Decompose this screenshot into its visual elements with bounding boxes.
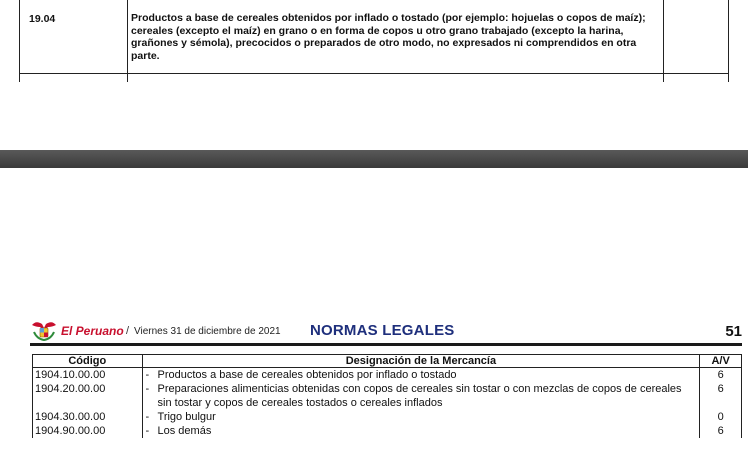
merchandise-table <box>32 354 742 438</box>
row-av: 0 <box>700 410 742 424</box>
row-av: 6 <box>700 424 742 438</box>
tariff-heading-table <box>19 0 729 82</box>
row-dash: - <box>145 383 150 395</box>
newspaper-brand: El Peruano <box>61 324 124 338</box>
header-separator: / <box>126 325 130 337</box>
header-rule <box>30 343 742 346</box>
page-number: 51 <box>725 323 742 340</box>
row-dash: - <box>145 425 150 437</box>
row-av: 6 <box>700 382 742 410</box>
row-code: 1904.20.00.00 <box>33 382 143 410</box>
page-header <box>30 319 742 343</box>
table-row <box>33 368 742 383</box>
section-title: NORMAS LEGALES <box>310 322 455 339</box>
row-description: Los demás <box>157 425 212 437</box>
row-description-cell <box>142 368 700 383</box>
column-header-description: Designación de la Mercancía <box>142 355 700 368</box>
row-dash: - <box>145 411 150 423</box>
heading-description: Productos a base de cereales obtenidos por inflado o tostado (por ejemplo: hojuelas o copos de maíz); cereales (excepto el maíz) en grano o en forma de copos u otro grano trabajado (excepto la harina, grañones y sémola), precocidos o preparados de otro modo, no expresados ni comprendidos en otra parte. <box>131 12 646 62</box>
table-row <box>33 410 742 424</box>
table-row-divider <box>19 73 729 74</box>
table-border-left <box>19 0 20 82</box>
table-header-row <box>33 355 742 368</box>
coat-of-arms-icon <box>30 319 58 341</box>
heading-code: 19.04 <box>29 13 56 25</box>
publication-date: Viernes 31 de diciembre de 2021 <box>134 326 281 337</box>
page-separator <box>0 150 748 168</box>
row-description: Productos a base de cereales obtenidos por inflado o tostado <box>157 369 457 381</box>
table-column-divider <box>663 0 664 82</box>
table-border-right <box>728 0 729 82</box>
row-code: 1904.10.00.00 <box>33 368 143 383</box>
row-description: Preparaciones alimenticias obtenidas con copos de cereales sin tostar o con mezclas de copos de cereales sin tostar y copos de cereales tostados o cereales inflados <box>157 383 682 409</box>
row-dash: - <box>145 369 150 381</box>
row-description-cell <box>142 410 700 424</box>
row-av: 6 <box>700 368 742 383</box>
row-description: Trigo bulgur <box>157 411 216 423</box>
column-header-av: A/V <box>700 355 742 368</box>
column-header-code: Código <box>33 355 143 368</box>
table-row <box>33 382 742 410</box>
table-column-divider <box>127 0 128 82</box>
row-code: 1904.30.00.00 <box>33 410 143 424</box>
row-description-cell <box>142 382 700 410</box>
row-code: 1904.90.00.00 <box>33 424 143 438</box>
row-description-cell <box>142 424 700 438</box>
table-row <box>33 424 742 438</box>
